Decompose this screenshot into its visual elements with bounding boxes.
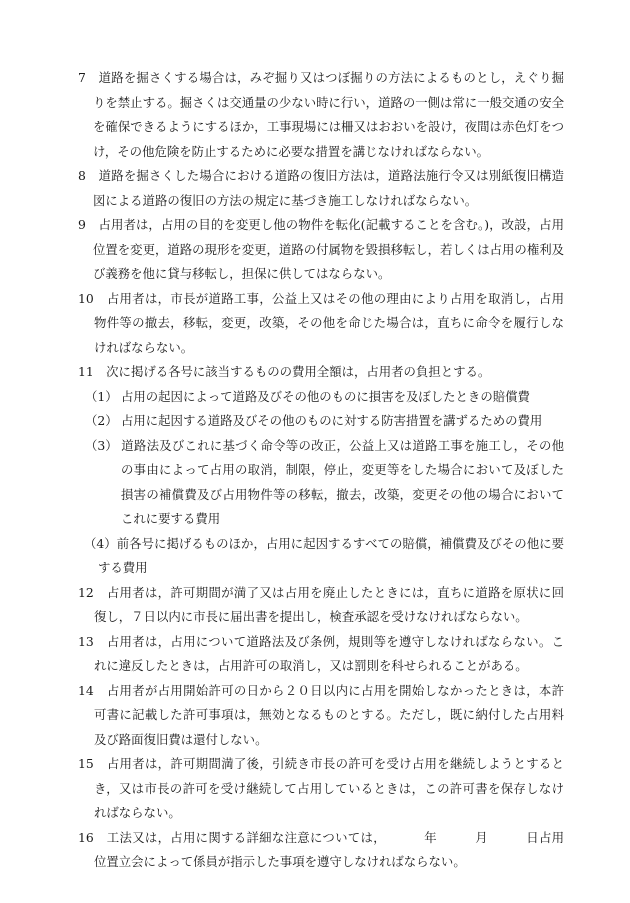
clause-number: 16 [78,829,94,845]
month-label: 月 [474,829,488,845]
clause-number: 15 [78,756,94,771]
clause-text: 占用者が占用開始許可の日から２０日以内に占用を開始しなかったときは，本許可書に記載した許可事項は，無効となるものとする。ただし，既に納付した占用料及び路面復旧費は還付しない。 [94,682,565,747]
clause-number: 14 [78,682,94,698]
clause-8 [78,164,564,213]
clause-10 [78,287,564,361]
clause-text: 占用者は，許可期間が満了又は占用を廃止したときには，直ちに道路を原状に回復し，７日以内に市長に届出書を提出し，検査承認を受けなければならない。 [94,584,565,624]
clause-text: 占用者は，占用の目的を変更し他の物件を転化(記載することを含む。)，改設，占用位置を変更，道路の現形を変更，道路の付属物を毀損移転し，若しくは占用の権利及び義務を他に貸与移転し，担保に供してはならない。 [93,217,565,281]
clause-number: 7 [78,70,86,85]
clause-number: 8 [78,168,86,183]
clause-16 [78,826,564,875]
item-text: 道路法及びこれに基づく命令等の改正，公益上又は道路工事を施工し，その他の事由によって占用の取消，制限，停止，変更等をした場合において及ぼした損害の補償費及び占用物件等の移転，撤去，改築，変更その他の場合においてこれに要する費用 [121,437,564,526]
clause-number: 12 [78,584,94,600]
clause-11-item-4 [78,532,564,581]
clause-text: 次に掲げる各号に該当するものの費用全額は，占用者の負担とする。 [106,364,491,379]
clause-14 [78,679,564,753]
clause-number: 11 [78,364,94,379]
year-label: 年 [423,829,437,845]
clause-text: 占用者は，市長が道路工事，公益上又はその他の理由により占用を取消し，占用物件等の撤去，移転，変更，改築，その他を命じた場合は，直ちに命令を履行しなければならない。 [94,290,565,355]
clause-text: 占用者は，占用について道路法及び条例，規則等を遵守しなければならない。これに違反したときは，占用許可の取消し，又は罰則を科せられることがある。 [94,633,564,673]
item-text: 占用の起因によって道路及びその他のものに損害を及ぼしたときの賠償費 [121,388,530,404]
item-number: （4） [84,535,117,551]
permit-conditions-page [78,66,564,875]
clause-11-item-3 [78,434,564,532]
clause-11 [78,360,564,385]
clause-text-before: 工法又は，占用に関する詳細な注意については， [106,829,386,845]
clause-13 [78,630,564,679]
item-text: 占用に起因する道路及びその他のものに対する防害措置を講ずるための費用 [121,413,543,428]
clause-text: 道路を掘さくする場合は，みぞ掘り又はつぼ掘りの方法によるものとし，えぐり掘りを禁止する。掘さくは交通量の少ない時に行い，道路の一側は常に一般交通の安全を確保できるようにするほか，工事現場には柵又はおおいを設け，夜間は赤色灯をつけ，その他危険を防止するために必要な措置を講じなければならない。 [93,70,565,159]
clause-11-item-2 [78,409,564,434]
clause-11-item-1 [78,385,564,410]
item-number: （1） [85,388,118,404]
clause-text: 占用者は，許可期間満了後，引続き市長の許可を受け占用を継続しようとするとき，又は市長の許可を受け継続して占用しているときは，この許可書を保存しなければならない。 [94,756,565,820]
clause-number: 10 [78,290,94,306]
clause-12 [78,581,564,630]
clause-text: 道路を掘さくした場合における道路の復旧方法は，道路法施行令又は別紙復旧構造図による道路の復旧の方法の規定に基づき施工しなければならない。 [93,168,565,208]
item-number: （2） [85,413,118,428]
clause-7 [78,66,564,164]
clause-15 [78,752,564,826]
clause-number: 13 [78,633,94,649]
clause-number: 9 [78,217,86,232]
clause-text-after: 日占用位置立会によって係員が指示した事項を遵守しなければならない。 [94,829,565,869]
item-text: 前各号に掲げるものほか，占用に起因するすべての賠償，補償費及びその他に要する費用 [98,535,564,575]
clause-9 [78,213,564,287]
item-number: （3） [85,437,118,453]
